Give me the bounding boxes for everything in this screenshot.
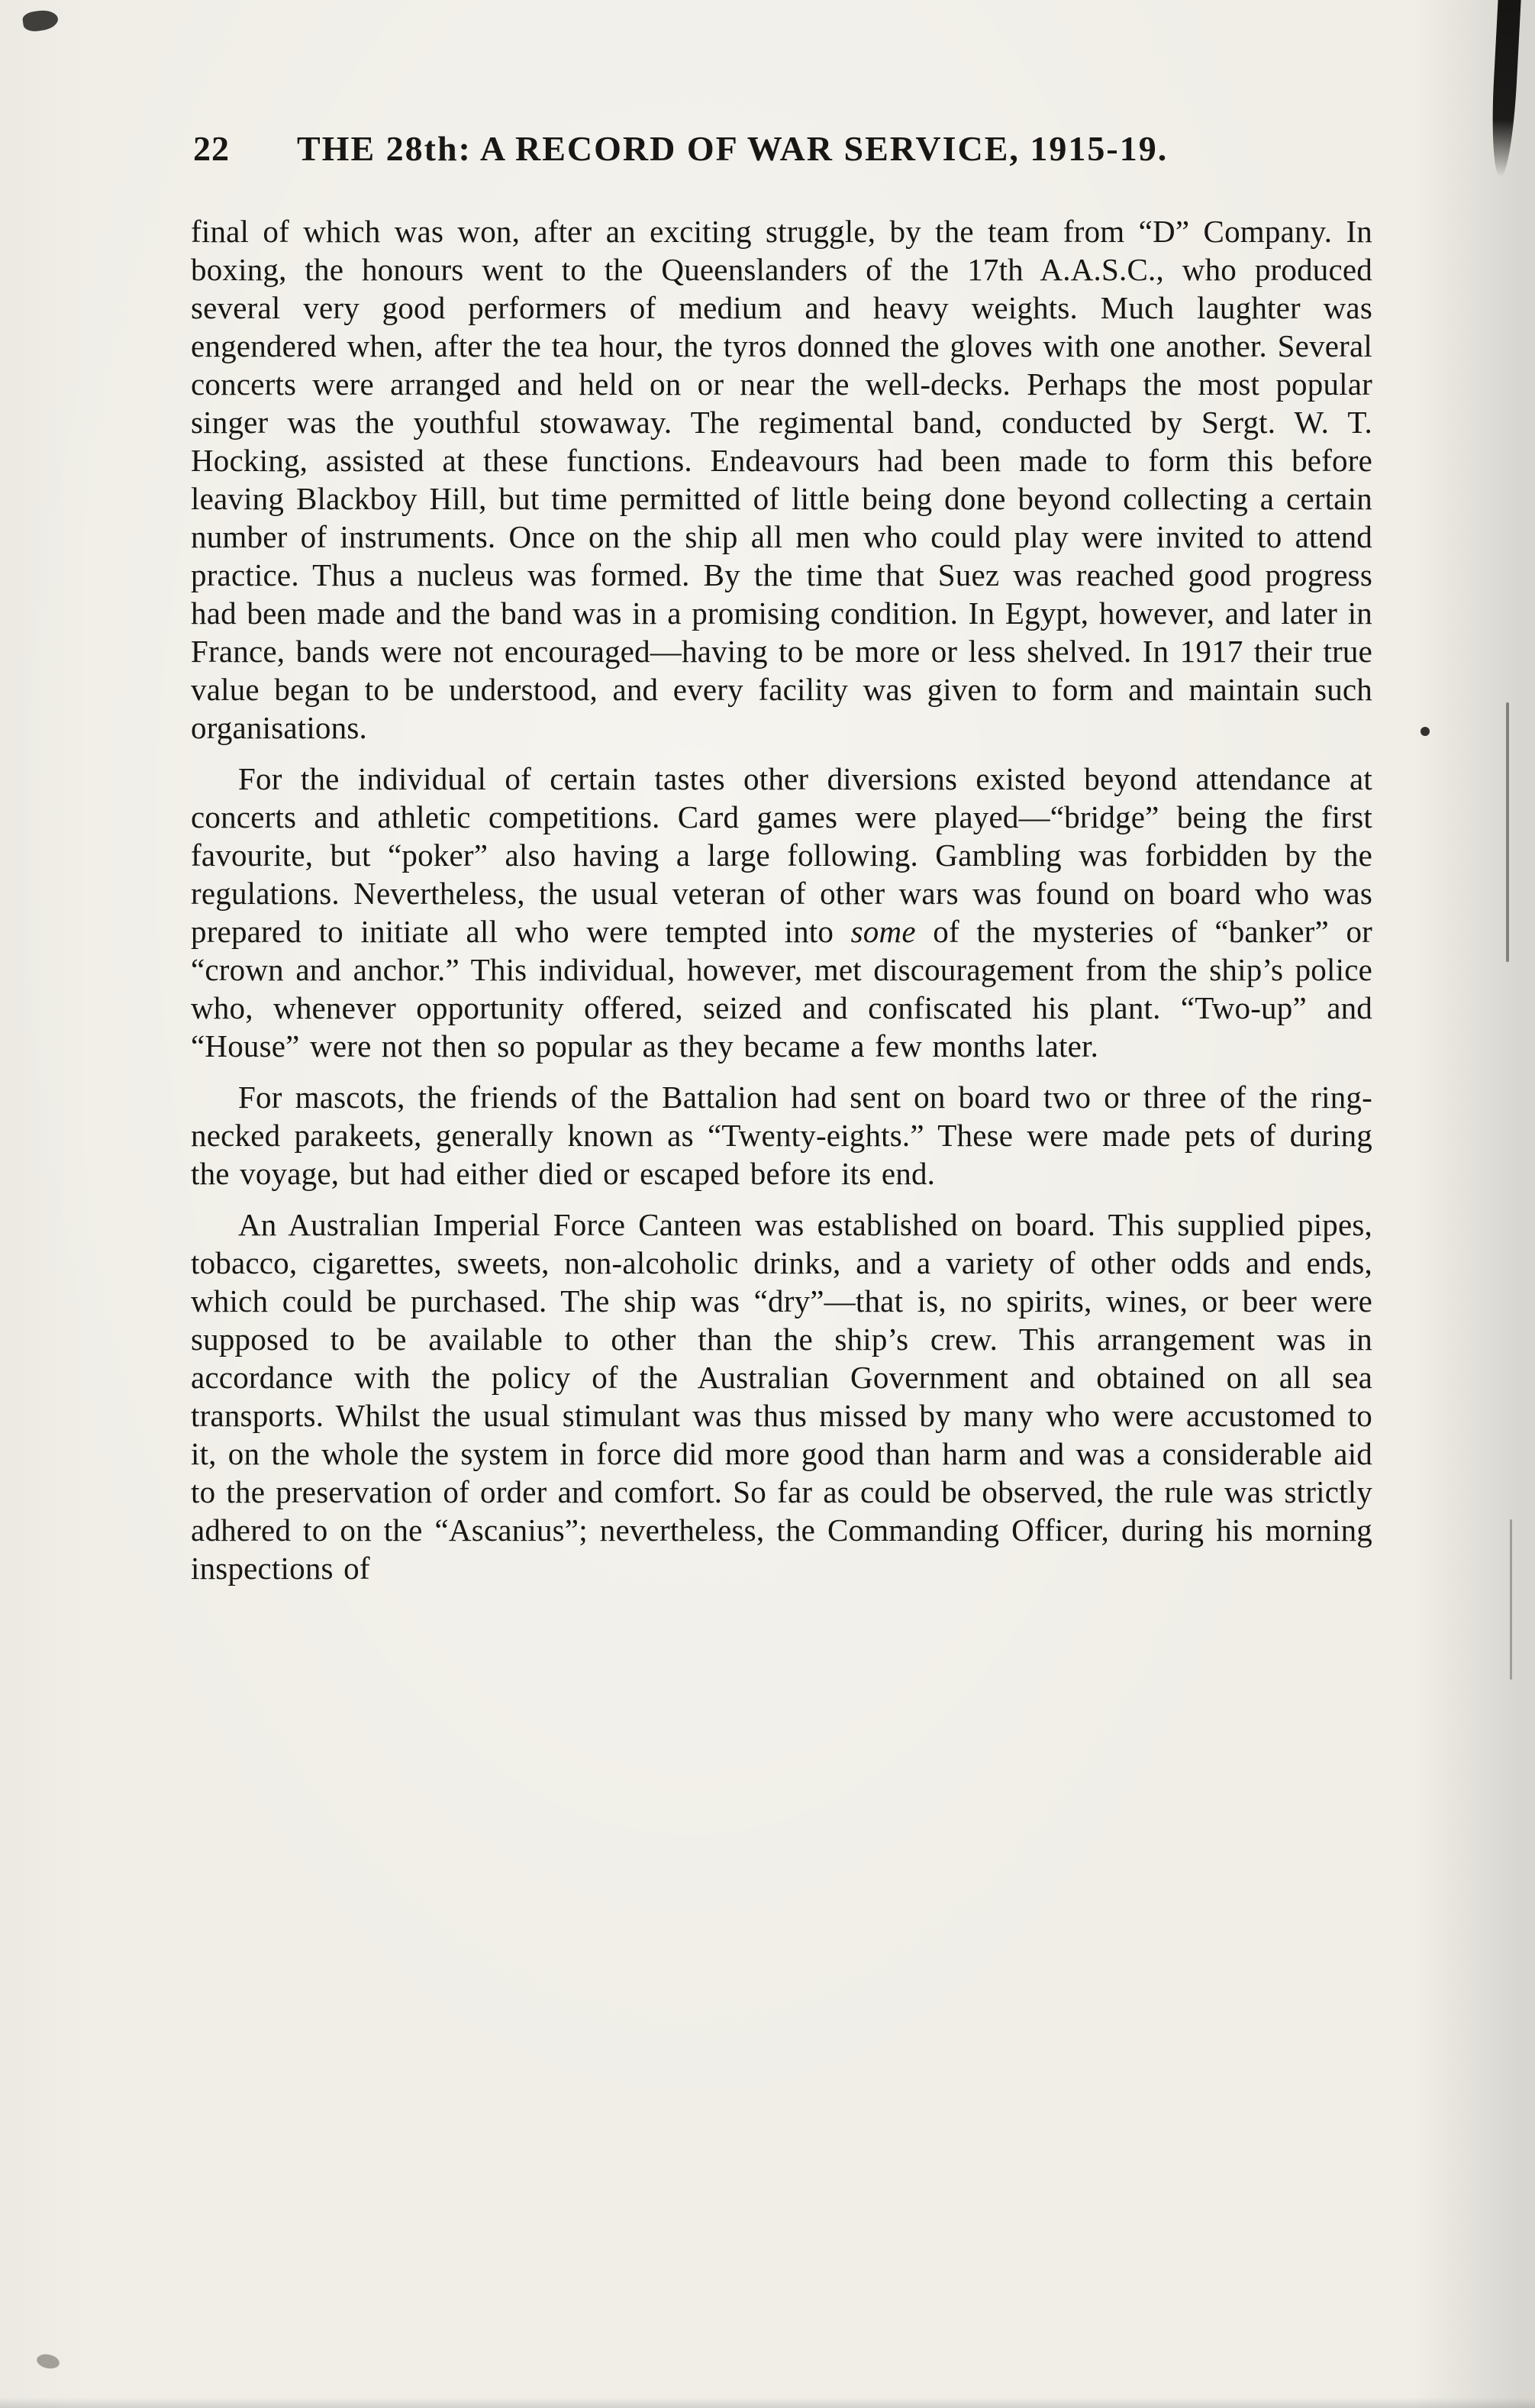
paragraph-diversions-post: of the mysteries of “banker” or “crown and anchor.” This individual, however, met discouragement from the ship’s police who, whenever opportunity offered, seized and confiscated his plant. “Two-up” and “House” were not then so popular as they became a few months later. [191, 914, 1373, 1064]
running-title: THE 28th: A RECORD OF WAR SERVICE, 1915-19. [297, 129, 1169, 168]
scan-artifact-top-right-bar [1488, 0, 1521, 178]
scan-edge-shadow [0, 2397, 1535, 2408]
paragraph-canteen: An Australian Imperial Force Canteen was established on board. This supplied pipes, tobacco, cigarettes, sweets, non-alcoholic drinks, and a variety of other odds and ends, which could be purchased. The ship was “dry”—that is, no spirits, wines, or beer were supposed to be available to other than the ship’s crew. This arrangement was in accordance with the policy of the Australian Government and obtained on all sea transports. Whilst the usual stimulant was thus missed by many who were accustomed to it, on the whole the system in force did more good than harm and was a considerable aid to the preservation of order and comfort. So far as could be observed, the rule was strictly adhered to on the “Ascanius”; nevertheless, the Commanding Officer, during his morning inspections of [191, 1207, 1372, 1586]
paragraph-band: final of which was won, after an exciting struggle, by the team from “D” Company. In boxing, the honours went to the Queenslanders of the 17th A.A.S.C., who produced several very good performers of medium and heavy weights. Much laughter was engendered when, after the tea hour, the tyros donned the gloves with one another. Several concerts were arranged and held on or near the well-decks. Perhaps the most popular singer was the youthful stowaway. The regimental band, conducted by Sergt. W. T. Hocking, assisted at these functions. Endeavours had been made to form this before leaving Blackboy Hill, but time permitted of little being done beyond collecting a certain number of instruments. Once on the ship all men who could play were invited to attend practice. Thus a nucleus was formed. By the time that Suez was reached good progress had been made and the band was in a promising condition. In Egypt, however, and later in France, bands were not encouraged—having to be more or less shelved. In 1917 their true value began to be understood, and every facility was given to form and maintain such organisations. [191, 214, 1372, 745]
paragraph-mascots: For mascots, the friends of the Battalion had sent on board two or three of the ring-necked parakeets, generally known as “Twenty-eights.” These were made pets of during the voyage, but had either died or escaped before its end. [191, 1080, 1372, 1191]
scan-artifact-right-streak-2 [1510, 1519, 1512, 1680]
scan-artifact-bottom-smudge [35, 2352, 60, 2371]
page-number: 22 [193, 129, 230, 168]
scan-artifact-right-streak [1506, 702, 1509, 962]
page-header [193, 128, 1372, 169]
paragraph-diversions-italic-word: some [850, 914, 916, 949]
page-body [191, 212, 1372, 1587]
scan-artifact-ink-dot [1421, 727, 1430, 736]
scan-artifact-top-left [21, 8, 59, 33]
paragraph-diversions-pre: For the individual of certain tastes other diversions existed beyond attendance at concerts and athletic competitions. Card games were played—“bridge” being the first favourite, but “poker” also having a large following. Gambling was forbidden by the regulations. Nevertheless, the usual veteran of other wars was found on board who was prepared to initiate all who were tempted into [191, 761, 1372, 949]
paragraph-diversions [191, 760, 1372, 1065]
